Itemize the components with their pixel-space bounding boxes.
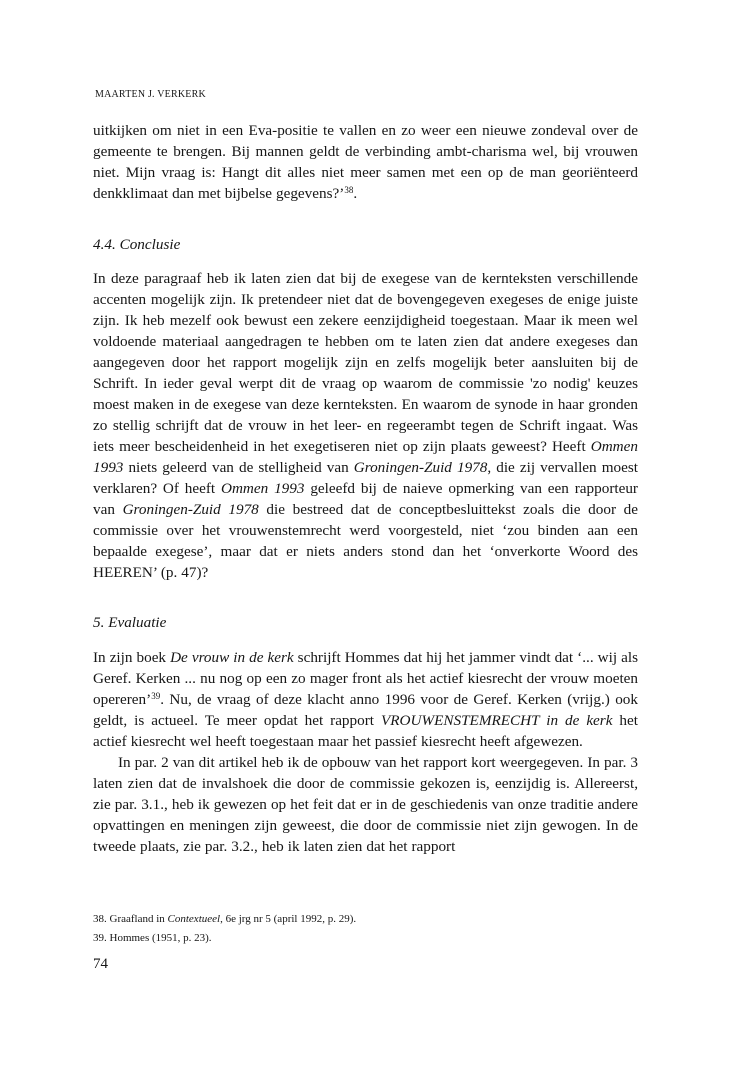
paragraph [93,647,638,752]
text: geleefd bij de naieve opmerking van een rapporteur van [93,480,638,518]
italic-ref: Ommen 1993 [221,480,305,497]
italic-title: De vrouw in de kerk [170,649,294,666]
footnote-number: 38. [93,913,107,925]
text: In zijn boek [93,649,171,666]
text: het actief kiesrecht wel heeft toegestaan maar het passief kiesrecht heeft afgewezen. [93,712,638,750]
text: , die zij vervallen moest verklaren? Of heeft [93,459,638,497]
text: schrijft Hommes dat hij het jammer vindt dat ‘... wij als Geref. Kerken ... nu nog op een zo mager front als het actief kiesrecht der vrouw moeten opereren’ [93,649,638,708]
italic-ref: Groningen-Zuid 1978 [122,501,259,518]
section-heading-evaluatie: 5. Evaluatie [93,614,167,631]
conclusie-body [93,268,638,583]
footnote-39 [93,929,356,948]
text: niets geleerd van de stelligheid van [123,459,354,476]
paragraph [93,120,638,204]
text: uitkijken om niet in een Eva-positie te vallen en zo weer een nieuwe zondeval over de gemeente te brengen. Bij mannen geldt de verbinding ambt-charisma wel, bij vrouwen niet. Mijn vraag is: Hangt dit alles niet meer samen met een op de man georiënteerd denkklimaat dan met bijbelse gegevens?’ [93,122,638,202]
paragraph-continuation [93,120,638,204]
italic-ref: Groningen-Zuid 1978 [353,459,488,476]
footnote-ref-38[interactable]: 38 [344,185,354,195]
italic-ref: Ommen 1993 [93,438,638,476]
footnote-38 [93,910,356,929]
running-head: MAARTEN J. VERKERK [95,89,206,100]
footnote-ref-39[interactable]: 39 [151,691,161,701]
page-number: 74 [93,956,108,972]
text: . Nu, de vraag of deze klacht anno 1996 voor de Geref. Kerken (vrijg.) ook geldt, is actueel. Te meer opdat het rapport [93,691,638,729]
text: In deze paragraaf heb ik laten zien dat bij de exegese van de kernteksten verschillende accenten mogelijk zijn. Ik pretendeer niet dat de bovengegeven exegeses de enige juiste zijn. Ik heb mezelf ook bewust een zekere eenzijdigheid toegestaan. Maar ik meen wel voldoende materiaal aangedragen te hebben om te laten zien dat andere exegeses dan aangegeven door het rapport mogelijk zijn en zelfs mogelijk beter aansluiten bij de Schrift. In ieder geval werpt dit de vraag op waarom de commissie 'zo nodig' keuzes moest maken in de exegese van deze kernteksten. En waarom de synode in haar gronden zo stellig schrijft dat de vrouw in het leer- en regeerambt tegen de Schrift ingaat. Was iets meer bescheidenheid in het exegetiseren niet op zijn plaats geweest? Heeft [93,270,638,455]
section-heading-conclusie: 4.4. Conclusie [93,236,181,253]
italic-title: Contextueel [167,913,221,925]
paragraph [93,268,638,583]
text: die bestreed dat de conceptbesluittekst zoals die door de commissie over het vrouwenstemrecht werd voorgesteld, niet ‘zou binden aan een bepaalde exegese’, maar dat er niets anders stond dan het ‘onverkorte Woord des HEEREN’ (p. 47)? [93,501,638,581]
evaluatie-body [93,647,638,857]
footnotes [93,910,356,948]
footnote-number: 39. [93,932,107,944]
text: Graafland in [109,913,168,925]
text: . [353,185,358,202]
text: , 6e jrg nr 5 (april 1992, p. 29). [220,913,357,925]
italic-title: VROUWENSTEMRECHT in de kerk [380,712,613,729]
paragraph: In par. 2 van dit artikel heb ik de opbouw van het rapport kort weergegeven. In par. 3 laten zien dat de invalshoek die door de commissie gekozen is, eenzijdig is. Allereerst, zie par. 3.1., heb ik gewezen op het feit dat er in de geschiedenis van onze traditie andere opvattingen en meningen zijn geweest, die door de commissie niet zijn gewogen. In de tweede plaats, zie par. 3.2., heb ik laten zien dat het rapport [93,754,638,855]
text: Hommes (1951, p. 23). [109,932,212,944]
